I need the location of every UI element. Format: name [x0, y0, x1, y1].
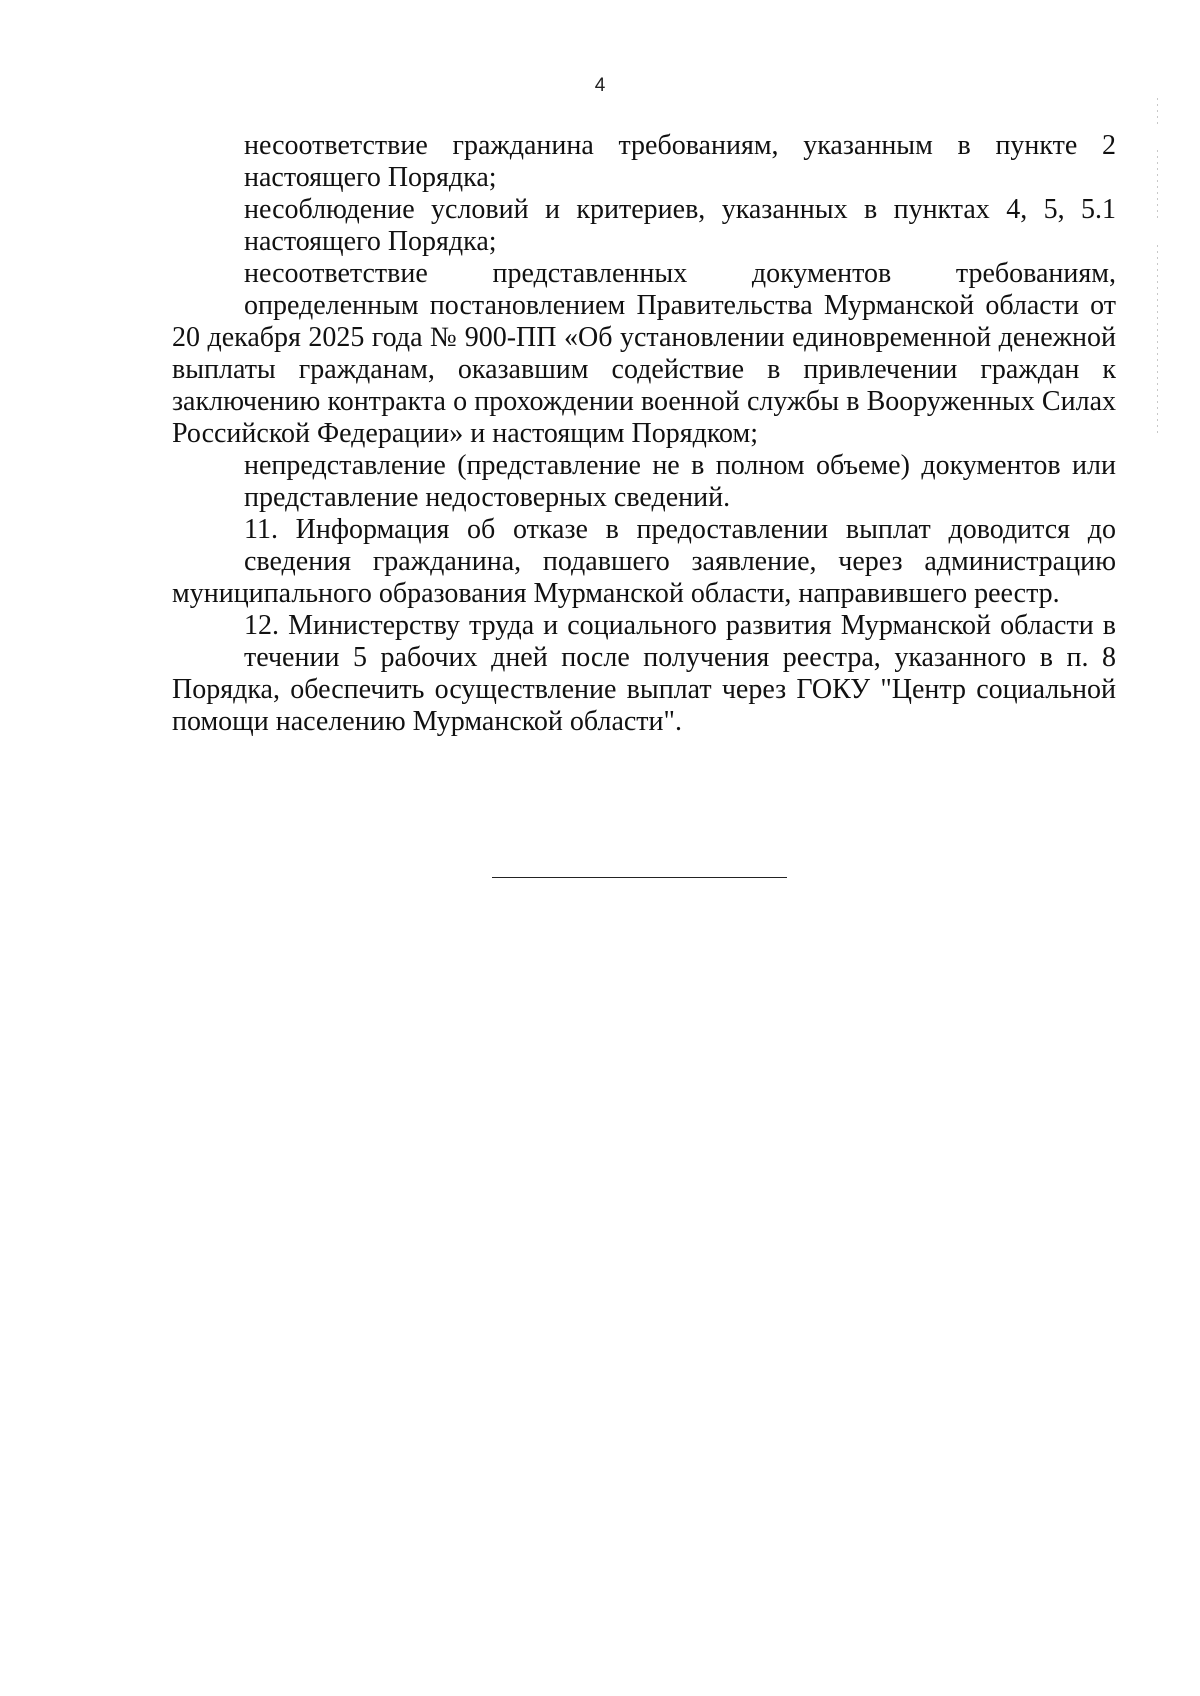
paragraph-first-line: несоблюдение условий и критериев, указанных в пунктах 4, 5, 5.1 [244, 194, 1116, 225]
paragraph-rest: сведения гражданина, подавшего заявление, через администрацию муниципального образования Мурманской области, направившего реестр. [172, 546, 1116, 609]
scan-artifact [1157, 98, 1158, 128]
paragraph-clause-11 [172, 514, 1116, 610]
paragraph-documents-not-submitted [172, 450, 1116, 514]
page-number: 4 [594, 75, 606, 96]
paragraph-documents-mismatch [172, 258, 1116, 450]
paragraph-first-line: несоответствие гражданина требованиям, указанным в пункте 2 [244, 130, 1116, 161]
paragraph-first-line: 11. Информация об отказе в предоставлении выплат доводится до [244, 514, 1116, 545]
paragraph-first-line: 12. Министерству труда и социального развития Мурманской области в [244, 610, 1116, 641]
paragraph-rest: течении 5 рабочих дней после получения реестра, указанного в п. 8 Порядка, обеспечить осуществление выплат через ГОКУ "Центр социальной помощи населению Мурманской области". [172, 642, 1116, 737]
scan-artifact [1157, 150, 1158, 220]
paragraph-requirements-mismatch [172, 130, 1116, 194]
paragraph-first-line: несоответствие представленных документов требованиям, [244, 258, 1116, 289]
paragraph-first-line: непредставление (представление не в полном объеме) документов или [244, 450, 1116, 481]
paragraph-clause-12 [172, 610, 1116, 738]
document-body [172, 130, 1116, 738]
paragraph-conditions-noncompliance [172, 194, 1116, 258]
scan-artifact [1157, 245, 1158, 435]
paragraph-rest: настоящего Порядка; [244, 226, 497, 257]
paragraph-rest: определенным постановлением Правительства Мурманской области от 20 декабря 2025 года № 900-ПП «Об установлении единовременной денежной выплаты гражданам, оказавшим содействие в привлечении граждан к заключению контракта о прохождении военной службы в Вооруженных Силах Российской Федерации» и настоящим Порядком; [172, 290, 1116, 449]
end-divider-line [492, 877, 787, 878]
paragraph-rest: представление недостоверных сведений. [244, 482, 731, 513]
paragraph-rest: настоящего Порядка; [244, 162, 497, 193]
